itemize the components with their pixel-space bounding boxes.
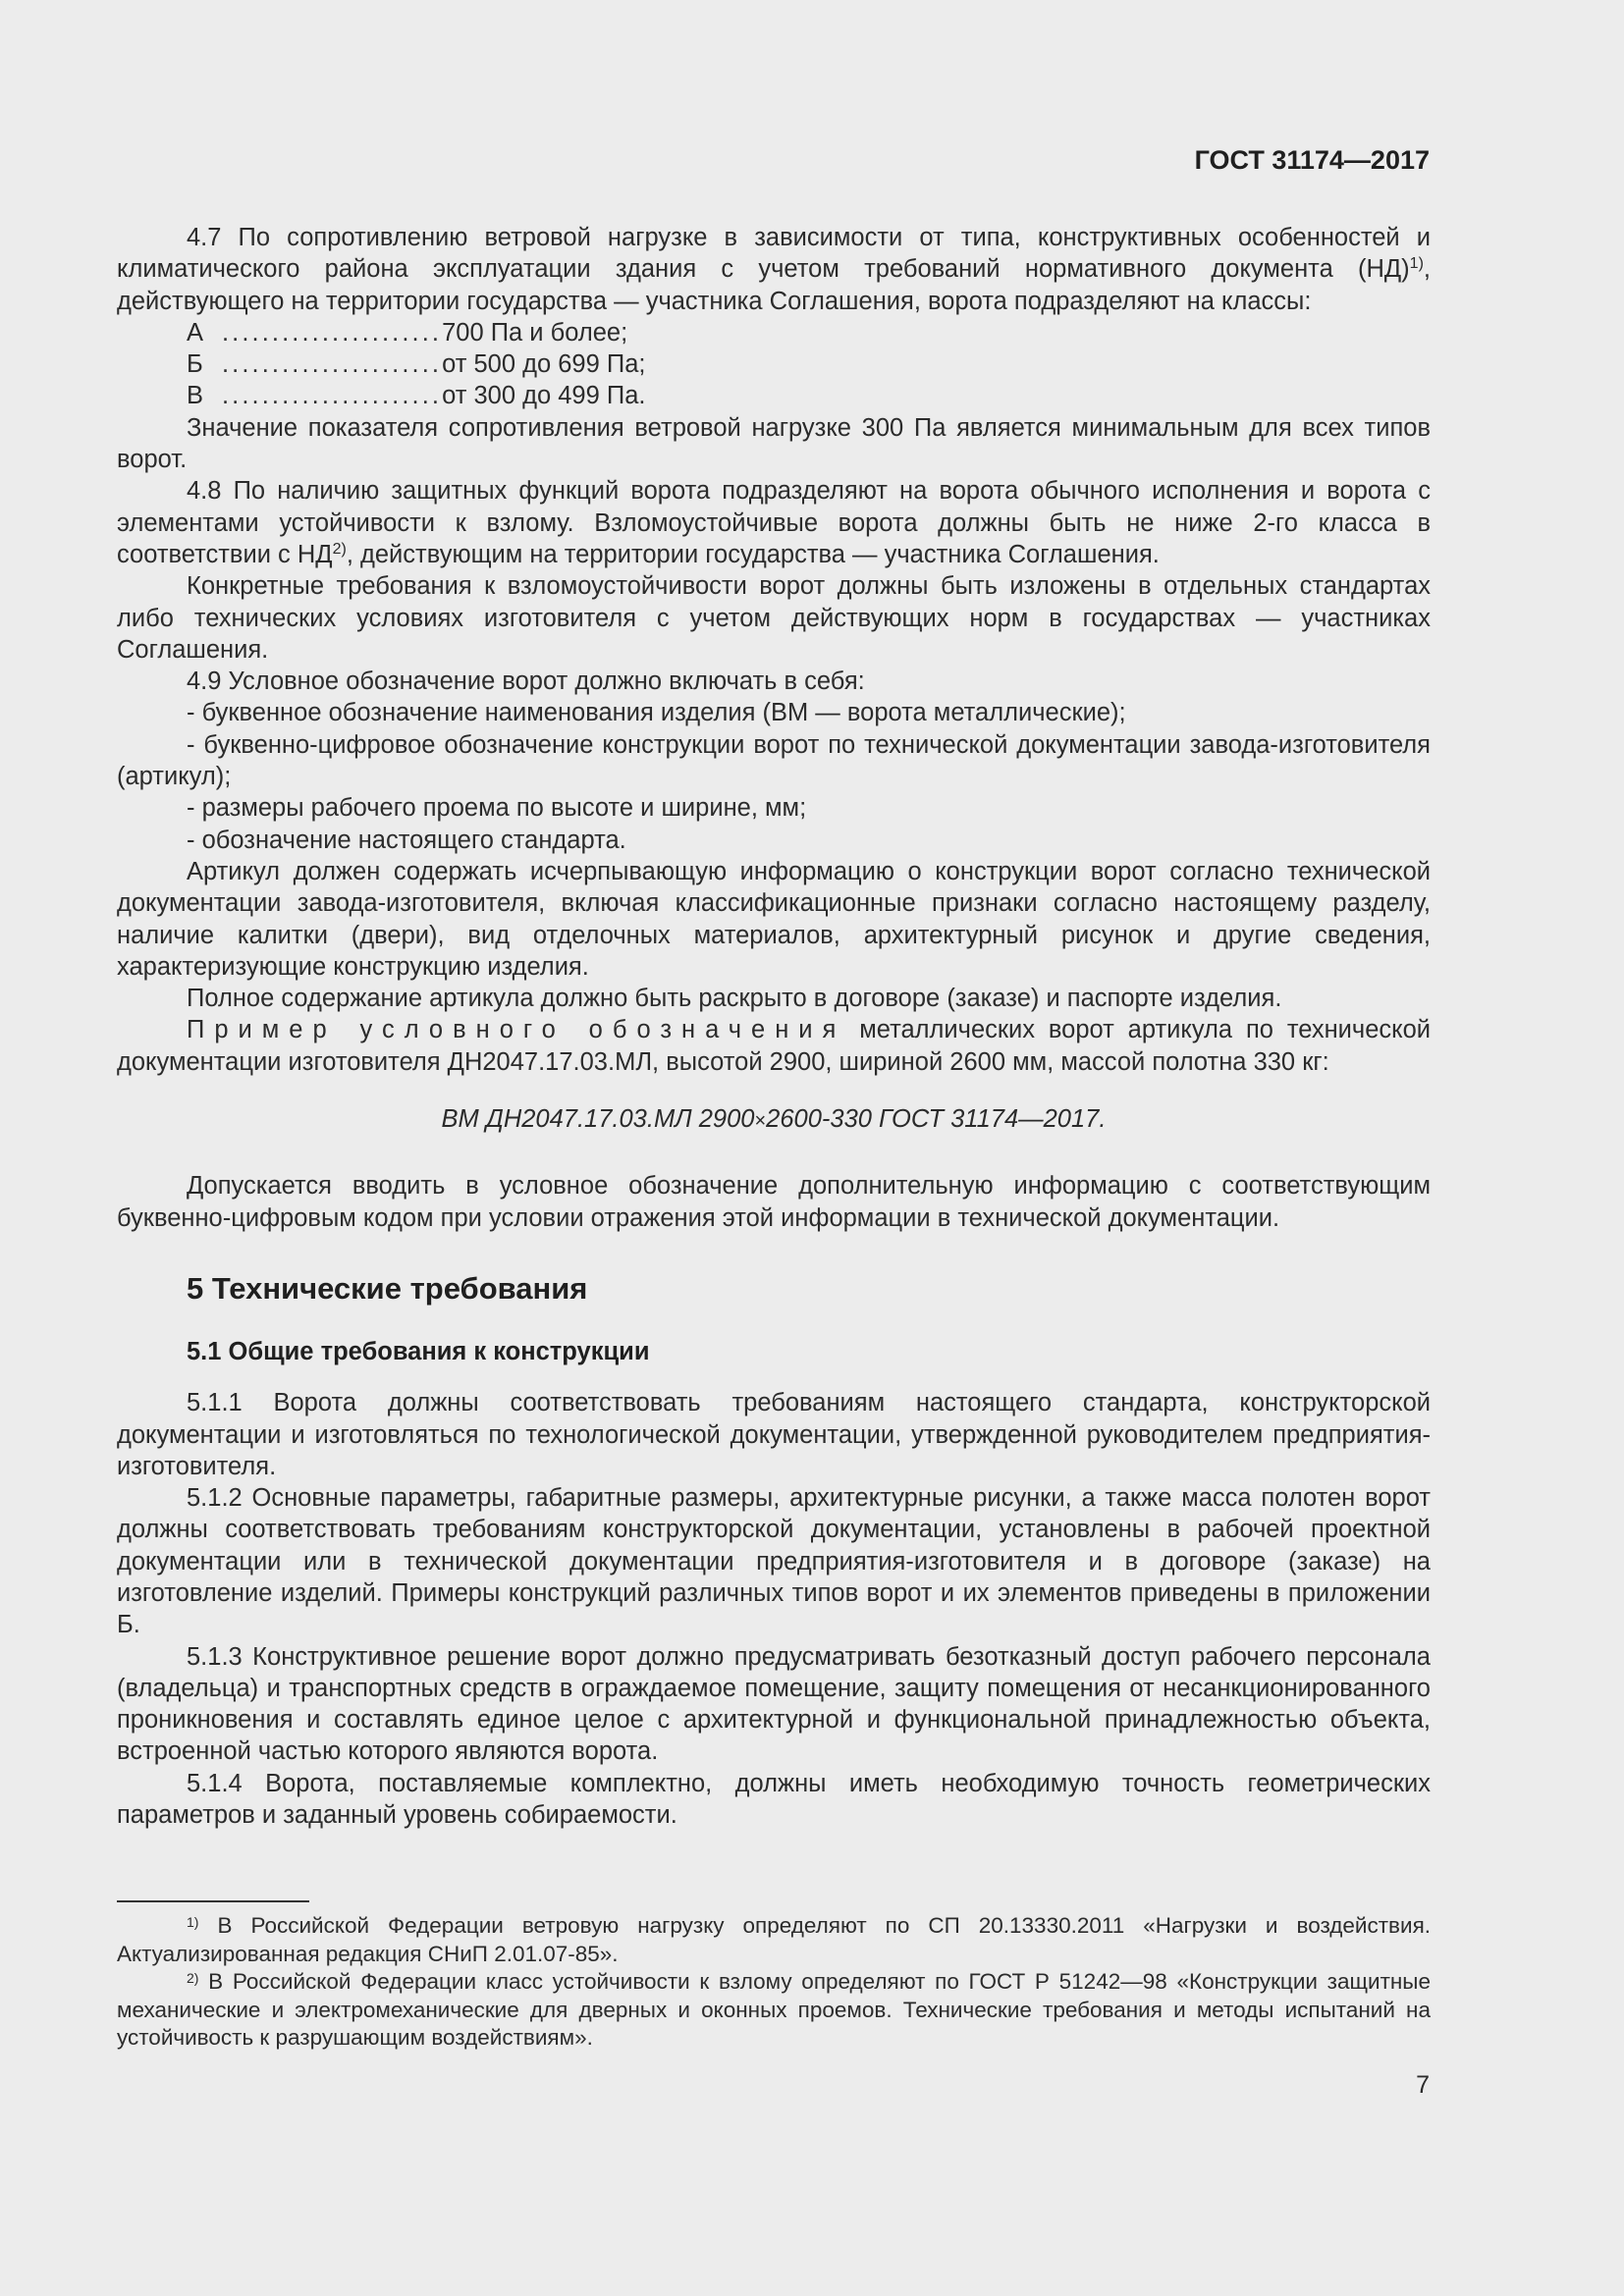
list-item: - буквенно-цифровое обозначение конструкции ворот по технической документации завода-изготовителя (артикул); — [117, 730, 1431, 791]
class-letter: В — [187, 382, 204, 410]
footnotes — [117, 1912, 1431, 2053]
footnote-mark: 2) — [187, 1970, 199, 1987]
section-5-1-heading: 5.1 Общие требования к конструкции — [187, 1337, 650, 1365]
class-item-v — [117, 380, 1431, 411]
class-letter: А — [187, 318, 204, 347]
paragraph-4-7-text-b: , действующего на территории государства — участника Соглашения, ворота подразделяют на классы: — [117, 255, 1431, 315]
footnote-text: В Российской Федерации класс устойчивости к взлому определяют по ГОСТ Р 51242—98 «Конструкции защитные механические и электромеханические для дверных и оконных проемов. Технические требования и методы испытаний на устойчивость к разрушающим воздействиям». — [117, 1969, 1431, 2051]
formula-part-a: ВМ ДН2047.17.03.МЛ 2900 — [441, 1105, 755, 1134]
document-body — [117, 222, 1431, 1831]
class-value: 700 Па и более; — [442, 318, 628, 347]
paragraph-5-1-1: 5.1.1 Ворота должны соответствовать требованиям настоящего стандарта, конструкторской документации и изготовляться по технологической документации, утвержденной руководителем предприятия-изготовителя. — [117, 1389, 1431, 1480]
footnote-divider — [117, 1900, 309, 1902]
leader-dots: ...................... — [222, 350, 443, 379]
list-item: - буквенное обозначение наименования изделия (ВМ — ворота металлические); — [187, 699, 1126, 727]
class-item-b — [117, 348, 1431, 380]
footnote-2 — [117, 1968, 1431, 2053]
example-label: Пример условного обозначения — [187, 1016, 846, 1044]
paragraph-full-content: Полное содержание артикула должно быть раскрыто в договоре (заказе) и паспорте изделия. — [187, 985, 1282, 1013]
class-value: от 500 до 699 Па; — [442, 350, 646, 379]
paragraph-5-1-2: 5.1.2 Основные параметры, габаритные размеры, архитектурные рисунки, а также масса полотен ворот должны соответствовать требованиям конструкторской документации, установлены в рабочей проектной документации или в технической документации предприятия-изготовителя и в договоре (заказе) на изготовление изделий. Примеры конструкций различных типов ворот и их элементов приведены в приложении Б. — [117, 1484, 1431, 1639]
paragraph-4-8-text-a: 4.8 По наличию защитных функций ворота подразделяют на ворота обычного исполнения и ворота с элементами устойчивости к взлому. Взломоустойчивые ворота должны быть не ниже 2-го класса в соответствии с НД — [117, 477, 1431, 568]
leader-dots: ...................... — [222, 382, 443, 410]
class-value: от 300 до 499 Па. — [442, 382, 646, 410]
paragraph-article: Артикул должен содержать исчерпывающую информацию о конструкции ворот согласно технической документации завода-изготовителя, включая классификационные признаки согласно настоящему разделу, наличие калитки (двери), вид отделочных материалов, архитектурный рисунок и другие сведения, характеризующие конструкцию изделия. — [117, 857, 1431, 981]
paragraph-min-value: Значение показателя сопротивления ветровой нагрузке 300 Па является минимальным для всех типов ворот. — [117, 413, 1431, 474]
footnote-text: В Российской Федерации ветровую нагрузку определяют по СП 20.13330.2011 «Нагрузки и воздействия. Актуализированная редакция СНиП 2.01.07-85». — [117, 1913, 1431, 1966]
list-item: - размеры рабочего проема по высоте и ширине, мм; — [187, 794, 807, 823]
footnote-ref-2[interactable]: 2) — [332, 540, 347, 558]
footnote-ref-1[interactable]: 1) — [1409, 255, 1424, 273]
footnote-1 — [117, 1912, 1431, 1968]
paragraph-4-9: 4.9 Условное обозначение ворот должно включать в себя: — [187, 667, 865, 696]
times-sign: × — [754, 1110, 767, 1133]
paragraph-4-8-text-b: , действующим на территории государства — участника Соглашения. — [346, 540, 1160, 568]
example-text: металлических ворот артикула по технической документации изготовителя ДН2047.17.03.МЛ, высотой 2900, шириной 2600 мм, массой полотна 330 кг: — [117, 1016, 1432, 1076]
paragraph-4-7 — [117, 222, 1431, 317]
paragraph-allowed: Допускается вводить в условное обозначение дополнительную информацию с соответствующим буквенно-цифровым кодом при условии отражения этой информации в технической документации. — [117, 1172, 1431, 1232]
class-letter: Б — [187, 350, 203, 379]
paragraph-5-1-3: 5.1.3 Конструктивное решение ворот должно предусматривать безотказный доступ рабочего персонала (владельца) и транспортных средств в ограждаемое помещение, защиту помещения от несанкционированного проникновения и составлять единое целое с архитектурной и функциональной принадлежностью объекта, встроенной частью которого являются ворота. — [117, 1642, 1431, 1766]
page-number: 7 — [1416, 2071, 1430, 2099]
formula-part-b: 2600-330 ГОСТ 31174—2017. — [766, 1105, 1107, 1134]
footnote-mark: 1) — [187, 1914, 199, 1930]
class-item-a — [117, 317, 1431, 348]
paragraph-5-1-4: 5.1.4 Ворота, поставляемые комплектно, должны иметь необходимую точность геометрических параметров и заданный уровень собираемости. — [117, 1769, 1431, 1830]
paragraph-concrete-requirements: Конкретные требования к взломоустойчивости ворот должны быть изложены в отдельных стандартах либо технических условиях изготовителя с учетом действующих норм в государствах — участниках Соглашения. — [117, 572, 1431, 664]
leader-dots: ...................... — [222, 318, 443, 347]
document-number-header: ГОСТ 31174—2017 — [1194, 145, 1430, 175]
list-item: - обозначение настоящего стандарта. — [187, 826, 626, 854]
paragraph-4-8 — [117, 475, 1431, 570]
section-5-heading: 5 Технические требования — [187, 1270, 588, 1306]
designation-formula — [117, 1103, 1431, 1137]
paragraph-example — [117, 1014, 1431, 1078]
paragraph-4-7-text-a: 4.7 По сопротивлению ветровой нагрузке в зависимости от типа, конструктивных особенностей и климатического района эксплуатации здания с учетом требований нормативного документа (НД) — [117, 224, 1431, 284]
